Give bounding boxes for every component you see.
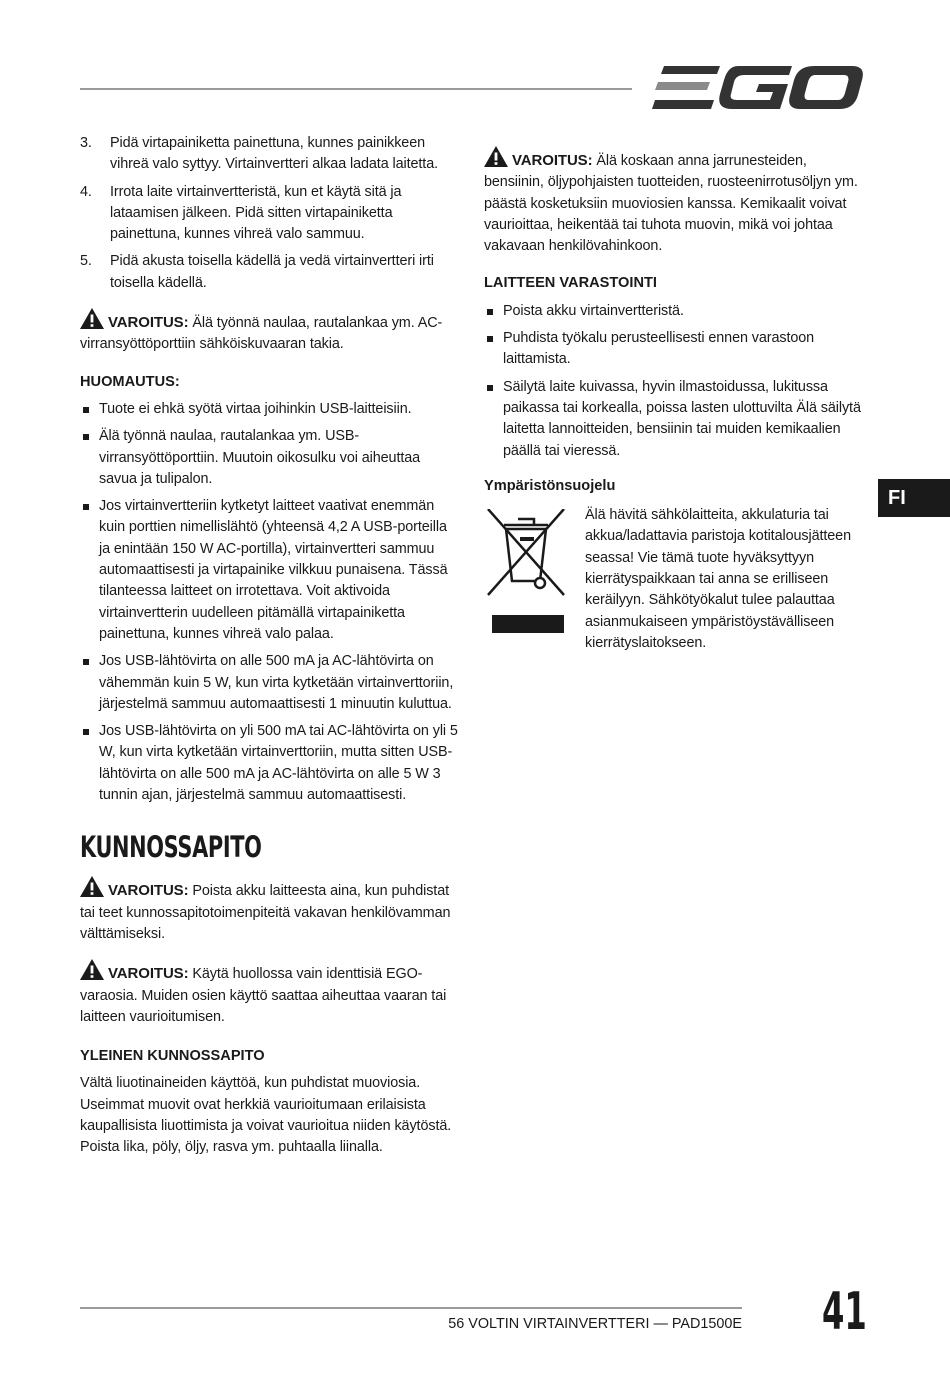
step-text: Pidä virtapainiketta painettuna, kunnes painikkeen vihreä valo syttyy. Virtainvertteri alkaa ladata laitetta. xyxy=(110,135,439,173)
footer-title: 56 VOLTIN VIRTAINVERTTERI — PAD1500E xyxy=(448,1316,742,1332)
warning-paragraph xyxy=(484,146,864,257)
storage-list xyxy=(484,301,864,462)
steps-list xyxy=(80,133,460,294)
warning-paragraph xyxy=(80,959,460,1028)
warning-text: Älä koskaan anna jarrunesteiden, bensiinin, öljypohjaisten tuotteiden, ruosteenirrotusöljyn ym. päästä kosketuksiin muoviosien kanssa. Kemikaalit voivat vaurioittaa, heikentää tai tuhota muovin, mikä voi johtaa vakavaan henkilövahinkoon. xyxy=(484,153,858,255)
list-item: Puhdista työkalu perusteellisesti ennen varastoon laittamista. xyxy=(484,328,864,371)
list-item: Poista akku virtainvertteristä. xyxy=(484,301,864,322)
list-item: Säilytä laite kuivassa, hyvin ilmastoidussa, lukitussa paikassa tai korkealla, poissa lasten ulottuvilta Älä säilytä laitetta lannoitteiden, bensiinin tai muiden kemikaalien päällä tai vieressä. xyxy=(484,377,864,462)
page-number: 41 xyxy=(822,1282,867,1342)
list-item xyxy=(80,251,460,294)
right-column xyxy=(484,146,864,665)
crossed-out-wheelie-bin-icon xyxy=(484,509,568,649)
step-number: 3. xyxy=(80,135,92,151)
language-tab: FI xyxy=(878,479,950,517)
warning-label: VAROITUS: xyxy=(108,965,189,983)
warning-text: Poista akku laitteesta aina, kun puhdistat tai teet kunnossapitotoimenpiteitä vakavan henkilövamman välttämiseksi. xyxy=(80,883,451,942)
section-title: KUNNOSSAPITO xyxy=(80,830,262,865)
list-item: Jos USB-lähtövirta on yli 500 mA tai AC-lähtövirta on yli 5 W, kun virta kytketään virtainverttoriin, mutta sitten USB-lähtövirta on alle 500 mA ja AC-lähtövirta on alle 5 W 3 tunnin ajan, järjestelmä sammuu automaattisesti. xyxy=(80,721,460,806)
general-maintenance-heading: YLEINEN KUNNOSSAPITO xyxy=(80,1048,265,1065)
list-item: Jos USB-lähtövirta on alle 500 mA ja AC-lähtövirta on vähemmän kuin 5 W, kun virta kytketään virtainverttoriin, järjestelmä sammuu automaattisesti 1 minuutin kuluttua. xyxy=(80,651,460,715)
list-item xyxy=(80,182,460,246)
ego-logo xyxy=(652,62,864,114)
header-rule xyxy=(80,88,632,90)
list-item: Älä työnnä naulaa, rautalankaa ym. USB-virransyöttöporttiin. Muutoin oikosulku voi aiheuttaa savua ja tulipalon. xyxy=(80,426,460,490)
list-item: Jos virtainvertteriin kytketyt laitteet vaativat enemmän kuin porttien nimellislähtö (yhteensä 4,2 A USB-porteilla ja enintään 150 W AC-portilla), virtainvertteri sammuu automaattisesti ja virtapainike vilkkuu punaisena. Tässä tilanteessa laitteet on irrotettava. Voit aktivoida virtainvertterin uudelleen pitämällä virtapainiketta painettuna, kunnes vihreä valo palaa. xyxy=(80,496,460,645)
notes-list xyxy=(80,399,460,806)
warning-triangle-icon xyxy=(80,876,104,897)
warning-triangle-icon xyxy=(80,959,104,980)
environment-heading: Ympäristönsuojelu xyxy=(484,477,616,494)
step-number: 5. xyxy=(80,253,92,270)
list-item xyxy=(80,133,460,176)
warning-triangle-icon xyxy=(484,146,508,167)
warning-label: VAROITUS: xyxy=(108,314,189,332)
note-heading: HUOMAUTUS: xyxy=(80,373,180,390)
environment-block xyxy=(484,505,864,665)
warning-paragraph xyxy=(80,876,460,945)
step-number: 4. xyxy=(80,183,92,200)
left-column xyxy=(80,133,460,1159)
warning-label: VAROITUS: xyxy=(512,152,593,169)
footer-rule xyxy=(80,1307,742,1309)
warning-paragraph xyxy=(80,308,460,356)
storage-heading: LAITTEEN VARASTOINTI xyxy=(484,275,657,292)
general-maintenance-text: Vältä liuotinaineiden käyttöä, kun puhdistat muoviosia. Useimmat muovit ovat herkkiä vaurioitumaan erilaisista kaupallisista liuottimista ja voivat vaurioitua niiden käytöstä. Poista lika, pöly, öljy, rasva ym. puhtaalla liinalla. xyxy=(80,1075,452,1156)
warning-label: VAROITUS: xyxy=(108,882,189,900)
warning-text: Älä työnnä naulaa, rautalankaa ym. AC-virransyöttöporttiin sähköiskuvaaran takia. xyxy=(80,315,443,353)
warning-triangle-icon xyxy=(80,308,104,329)
list-item: Tuote ei ehkä syötä virtaa joihinkin USB-laitteisiin. xyxy=(80,399,460,420)
step-text: Pidä akusta toisella kädellä ja vedä virtainvertteri irti toisella kädellä. xyxy=(110,253,434,291)
environment-text: Älä hävitä sähkölaitteita, akkulaturia tai akkua/ladattavia paristoja kotitalousjätteen seassa! Vie tämä tuote hyväksyttyyn kierrätyspaikkaan tai anna se erilliseen keräilyyn. Sähkötyökalut tulee palauttaa asianmukaiseen ympäristöystävälliseen kierrätyslaitokseen. xyxy=(585,507,851,651)
step-text: Irrota laite virtainvertteristä, kun et käytä sitä ja lataamisen jälkeen. Pidä sitten virtapainiketta painettuna, kunnes vihreä valo sammuu. xyxy=(110,183,402,243)
warning-text: Käytä huollossa vain identtisiä EGO-varaosia. Muiden osien käyttö saattaa aiheuttaa vaaran tai laitteen vaurioitumisen. xyxy=(80,966,447,1025)
